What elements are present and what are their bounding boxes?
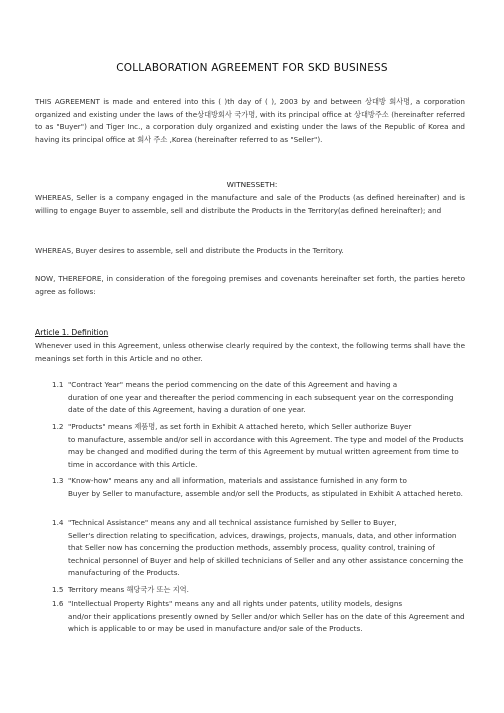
definition-item bbox=[52, 517, 467, 580]
definition-item bbox=[52, 379, 467, 417]
item-number: 1.3 bbox=[52, 476, 64, 485]
item-continuation: Seller's direction relating to specification, advices, drawings, projects, manuals, data, and other information that Seller now has concerning the production methods, assembly process, quality control, training of technical personnel of Buyer and help of skilled technicians of Seller and any other assistance concerning the manufacturing of the Products. bbox=[68, 530, 464, 578]
definition-item bbox=[52, 584, 467, 597]
item-number: 1.5 bbox=[52, 585, 64, 594]
item-first-line: "Products" means 제품명, as set forth in Exhibit A attached hereto, which Seller authorize Buyer bbox=[68, 422, 412, 431]
item-continuation: Buyer by Seller to manufacture, assemble and/or sell the Products, as stipulated in Exhibit A attached hereto. bbox=[68, 488, 463, 498]
item-first-line: "Intellectual Property Rights" means any and all rights under patents, utility models, designs bbox=[68, 599, 403, 608]
witnesseth-heading: WITNESSETH: bbox=[226, 180, 278, 189]
now-therefore-paragraph: NOW, THEREFORE, in consideration of the foregoing premises and covenants hereinafter set forth, the parties hereto agree as follows: bbox=[35, 274, 465, 296]
item-first-line: "Technical Assistance" means any and all technical assistance furnished by Seller to Buyer, bbox=[68, 518, 397, 527]
article-1-intro: Whenever used in this Agreement, unless otherwise clearly required by the context, the following terms shall have the meanings set forth in this Article and no other. bbox=[35, 341, 465, 363]
item-continuation: to manufacture, assemble and/or sell in accordance with this Agreement. The type and model of the Products may be changed and modified during the term of this Agreement by mutual written agreement from time to time in accordance with this Article. bbox=[68, 434, 464, 469]
whereas-paragraph-2: WHEREAS, Buyer desires to assemble, sell and distribute the Products in the Territory. bbox=[35, 246, 344, 255]
document-title: COLLABORATION AGREEMENT FOR SKD BUSINESS bbox=[116, 62, 388, 74]
item-first-line: Territory means 해당국가 또는 지역. bbox=[68, 585, 189, 594]
item-continuation: duration of one year and thereafter the period commencing in each subsequent year on the corresponding date of the date of this Agreement, having a duration of one year. bbox=[68, 392, 454, 415]
item-first-line: "Know-how" means any and all information, materials and assistance furnished in any form to bbox=[68, 476, 407, 485]
definition-item bbox=[52, 475, 467, 500]
item-number: 1.2 bbox=[52, 422, 64, 431]
article-1-heading: Article 1. Definition bbox=[35, 328, 109, 337]
item-first-line: "Contract Year" means the period commencing on the date of this Agreement and having a bbox=[68, 380, 398, 389]
whereas-paragraph-1: WHEREAS, Seller is a company engaged in the manufacture and sale of the Products (as defined hereinafter) and is willing to engage Buyer to assemble, sell and distribute the Products in the Territory(as defined hereinafter); and bbox=[35, 193, 465, 215]
item-number: 1.4 bbox=[52, 518, 64, 527]
item-continuation: and/or their applications presently owned by Seller and/or which Seller has on the date of this Agreement and which is applicable to or may be used in manufacture and/or sale of the Products. bbox=[68, 611, 465, 634]
item-number: 1.1 bbox=[52, 380, 64, 389]
intro-paragraph: THIS AGREEMENT is made and entered into this ( )th day of ( ), 2003 by and between 상대방 회사명, a corporation organized and existing under the laws of the상대방회사 국가명, with its principal office at 상대방주소 (hereinafter referred to as "Buyer") and Tiger Inc., a corporation duly organized and existing under the laws of the Republic of Korea and having its principal office at 회사 주소 ,Korea (hereinafter referred to as "Seller"). bbox=[35, 97, 465, 144]
definition-item bbox=[52, 598, 467, 636]
item-number: 1.6 bbox=[52, 599, 64, 608]
definition-item bbox=[52, 421, 467, 471]
